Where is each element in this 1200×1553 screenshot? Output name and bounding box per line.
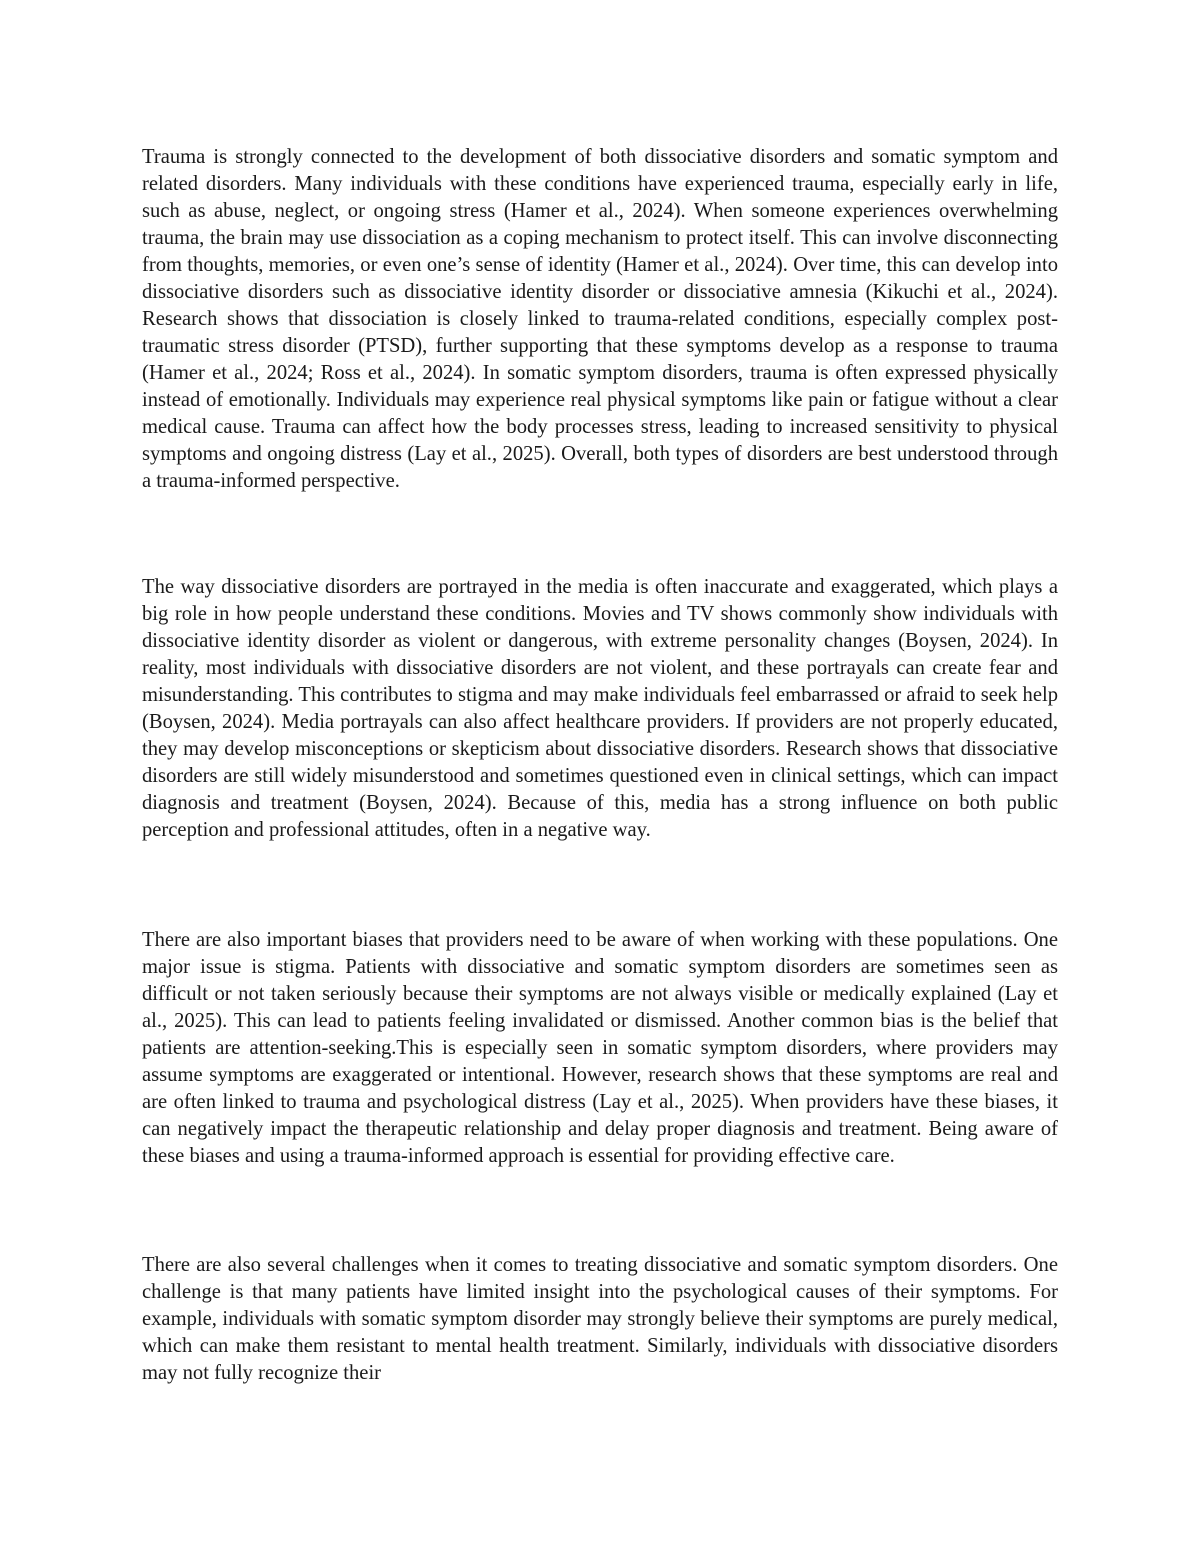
paragraph-treatment-challenges: There are also several challenges when it comes to treating dissociative and somatic symptom disorders. One challenge is that many patients have limited insight into the psychological causes of their symptoms. For example, individuals with somatic symptom disorder may strongly believe their symptoms are purely medical, which can make them resistant to mental health treatment. Similarly, individuals with dissociative disorders may not fully recognize their: [142, 1254, 1058, 1384]
paragraph-trauma-connection: Trauma is strongly connected to the development of both dissociative disorders and somatic symptom and related disorders. Many individuals with these conditions have experienced trauma, especially early in life, such as abuse, neglect, or ongoing stress (Hamer et al., 2024). When someone experiences overwhelming trauma, the brain may use dissociation as a coping mechanism to protect itself. This can involve disconnecting from thoughts, memories, or even one’s sense of identity (Hamer et al., 2024). Over time, this can develop into dissociative disorders such as dissociative identity disorder or dissociative amnesia (Kikuchi et al., 2024). Research shows that dissociation is closely linked to trauma-related conditions, especially complex post-traumatic stress disorder (PTSD), further supporting that these symptoms develop as a response to trauma (Hamer et al., 2024; Ross et al., 2024). In somatic symptom disorders, trauma is often expressed physically instead of emotionally. Individuals may experience real physical symptoms like pain or fatigue without a clear medical cause. Trauma can affect how the body processes stress, leading to increased sensitivity to physical symptoms and ongoing distress (Lay et al., 2025). Overall, both types of disorders are best understood through a trauma-informed perspective.: [142, 146, 1058, 492]
paragraph-media-portrayal: The way dissociative disorders are portrayed in the media is often inaccurate and exaggerated, which plays a big role in how people understand these conditions. Movies and TV shows commonly show individuals with dissociative identity disorder as violent or dangerous, with extreme personality changes (Boysen, 2024). In reality, most individuals with dissociative disorders are not violent, and these portrayals can create fear and misunderstanding. This contributes to stigma and may make individuals feel embarrassed or afraid to seek help (Boysen, 2024). Media portrayals can also affect healthcare providers. If providers are not properly educated, they may develop misconceptions or skepticism about dissociative disorders. Research shows that dissociative disorders are still widely misunderstood and sometimes questioned even in clinical settings, which can impact diagnosis and treatment (Boysen, 2024). Because of this, media has a strong influence on both public perception and professional attitudes, often in a negative way.: [142, 576, 1058, 841]
paragraph-provider-biases: There are also important biases that providers need to be aware of when working with these populations. One major issue is stigma. Patients with dissociative and somatic symptom disorders are sometimes seen as difficult or not taken seriously because their symptoms are not always visible or medically explained (Lay et al., 2025). This can lead to patients feeling invalidated or dismissed. Another common bias is the belief that patients are attention-seeking.This is especially seen in somatic symptom disorders, where providers may assume symptoms are exaggerated or intentional. However, research shows that these symptoms are real and are often linked to trauma and psychological distress (Lay et al., 2025). When providers have these biases, it can negatively impact the therapeutic relationship and delay proper diagnosis and treatment. Being aware of these biases and using a trauma-informed approach is essential for providing effective care.: [142, 929, 1058, 1167]
